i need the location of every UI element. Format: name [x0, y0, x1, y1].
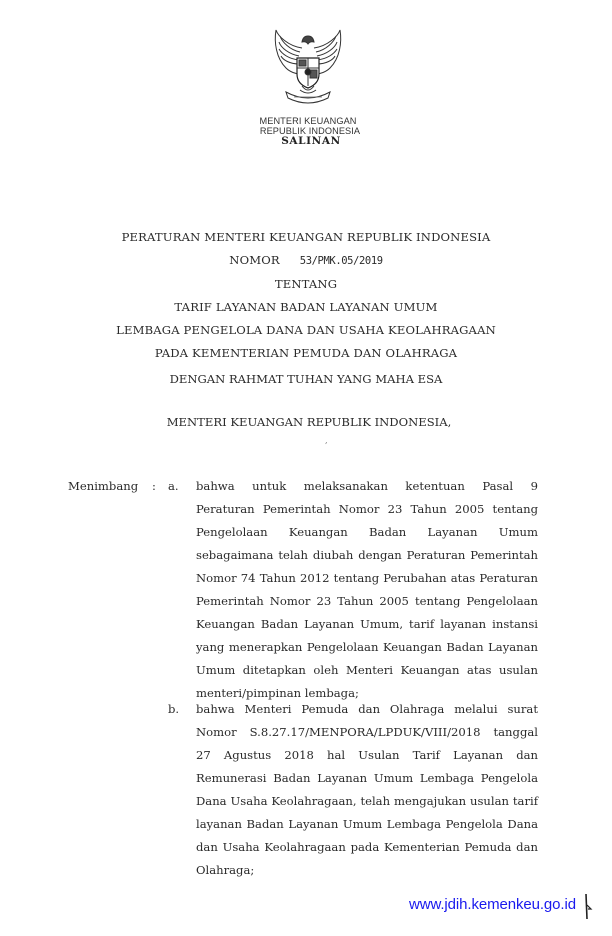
text-line: Remunerasi Badan Layanan Umum Lembaga Pengelola — [196, 771, 538, 785]
menimbang-label: Menimbang — [68, 479, 139, 493]
preamble-rahmat: DENGAN RAHMAT TUHAN YANG MAHA ESA — [169, 372, 443, 386]
menimbang-colon: : — [152, 479, 156, 493]
text-line: dan Usaha Keolahragaan pada Kementerian Pemuda dan — [196, 840, 538, 854]
text-line: sebagaimana telah diubah dengan Peraturan Pemerintah — [196, 548, 538, 562]
subject-line-2: LEMBAGA PENGELOLA DANA DAN USAHA KEOLAHRAGAAN — [116, 323, 496, 337]
scan-mark: , — [325, 436, 328, 445]
text-line: bahwa untuk melaksanakan ketentuan Pasal 9 — [196, 479, 538, 493]
regulation-title-block — [0, 226, 612, 365]
subject-line-3: PADA KEMENTERIAN PEMUDA DAN OLAHRAGA — [154, 346, 458, 360]
regulation-number — [0, 249, 612, 273]
text-line: Pemerintah Nomor 23 Tahun 2005 tentang Pengelolaan — [196, 594, 538, 608]
item-letter-a: a. — [168, 479, 179, 493]
text-line: menteri/pimpinan lembaga; — [196, 686, 359, 700]
text-line: Umum ditetapkan oleh Menteri Keuangan atas usulan — [196, 663, 538, 677]
consideration-item-a — [196, 475, 538, 705]
item-letter-b: b. — [168, 702, 180, 716]
text-line: Nomor S.8.27.17/MENPORA/LPDUK/VIII/2018 tanggal — [196, 725, 538, 739]
text-line: Nomor 74 Tahun 2012 tentang Perubahan atas Peraturan — [196, 571, 538, 585]
garuda-emblem-icon — [270, 28, 346, 110]
text-line: bahwa Menteri Pemuda dan Olahraga melalui surat — [196, 702, 538, 716]
jdih-website-link[interactable]: www.jdih.kemenkeu.go.id — [409, 896, 576, 913]
tentang-label: TENTANG — [274, 277, 338, 291]
copy-stamp: SALINAN — [281, 135, 341, 147]
nomor-label: NOMOR — [229, 253, 280, 267]
text-line: yang menerapkan Pengelolaan Keuangan Badan Layanan — [196, 640, 538, 654]
text-line: Pengelolaan Keuangan Badan Layanan Umum — [196, 525, 538, 539]
preamble-minister: MENTERI KEUANGAN REPUBLIK INDONESIA, — [166, 415, 452, 429]
nomor-value: 53/PMK.05/2019 — [299, 255, 383, 267]
text-line: layanan Badan Layanan Umum Lembaga Pengelola Dana — [196, 817, 538, 831]
text-line: Olahraga; — [196, 863, 255, 877]
text-line: Keuangan Badan Layanan Umum, tarif layanan instansi — [196, 617, 538, 631]
text-line: Dana Usaha Keolahragaan, telah mengajukan usulan tarif — [196, 794, 538, 808]
regulation-title: PERATURAN MENTERI KEUANGAN REPUBLIK INDONESIA — [121, 230, 491, 244]
consideration-item-b — [196, 698, 538, 882]
ministry-name-line1: MENTERI KEUANGAN — [259, 116, 357, 126]
text-line: Peraturan Pemerintah Nomor 23 Tahun 2005 tentang — [196, 502, 538, 516]
subject-line-1: TARIF LAYANAN BADAN LAYANAN UMUM — [174, 300, 438, 314]
text-line: 27 Agustus 2018 hal Usulan Tarif Layanan dan — [196, 748, 538, 762]
mouse-cursor-icon — [583, 893, 593, 921]
ministry-name-line2: REPUBLIK INDONESIA — [259, 126, 361, 136]
